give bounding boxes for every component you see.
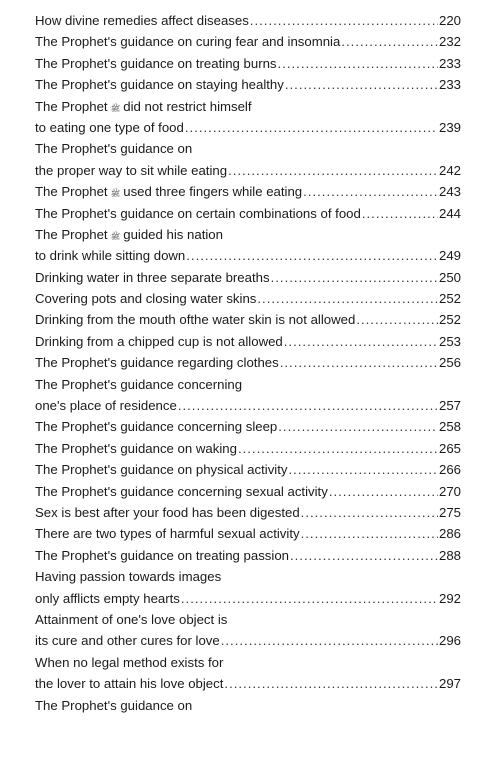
toc-entry [35,459,461,480]
toc-entry-title: When no legal method exists for [35,654,224,670]
toc-entry-title: The Prophet's guidance concerning sexual activity [35,483,328,499]
toc-entry-title: the lover to attain his love object [35,676,224,692]
page-number: 233 [438,77,461,93]
toc-entry-title: only afflicts empty hearts [35,590,180,606]
dot-leader [238,438,438,459]
toc-entry-line [35,481,461,502]
toc-entry [35,224,461,267]
toc-entry-line [35,160,461,181]
dot-leader [224,673,438,694]
page-number: 296 [438,633,461,649]
dot-leader [289,459,438,480]
page-number: 256 [438,355,461,371]
dot-leader [185,117,438,138]
toc-entry-line [35,138,461,159]
toc-entry-line [35,117,461,138]
toc-entry-title: The Prophet [35,98,108,114]
toc-entry-line [35,309,461,330]
toc-entry-line [35,96,461,117]
page-number: 292 [438,590,461,606]
page-number: 258 [438,419,461,435]
toc-entry-title: Attainment of one's love object is [35,611,228,627]
toc-entry-title: The Prophet's guidance on curing fear and insomnia [35,34,341,50]
toc-entry-line [35,630,461,651]
toc-entry-line [35,352,461,373]
toc-entry-title: The Prophet's guidance regarding clothes [35,355,279,371]
toc-entry-title: to drink while sitting down [35,248,186,264]
toc-entry-title: The Prophet's guidance concerning sleep [35,419,278,435]
toc-entry-title: The Prophet's guidance on staying healthy [35,77,284,93]
dot-leader [257,288,438,309]
toc-entry-title: to eating one type of food [35,119,184,135]
page-number: 243 [438,184,461,200]
page-number: 233 [438,55,461,71]
toc-entry-line [35,395,461,416]
dot-leader [356,309,438,330]
toc-entry-title: Covering pots and closing water skins [35,291,257,307]
page-number: 265 [438,440,461,456]
toc-entry [35,181,461,202]
page-number: 266 [438,462,461,478]
toc-entry-line [35,331,461,352]
toc-entry-line [35,523,461,544]
toc-entry-line [35,31,461,52]
toc-entry [35,695,461,716]
dot-leader [186,245,438,266]
toc-entry-title: used three fingers while eating [123,184,303,200]
toc-entry [35,31,461,52]
toc-entry [35,652,461,695]
toc-entry-line [35,438,461,459]
toc-entry-line [35,267,461,288]
toc-entry-title: The Prophet's guidance on treating burns [35,55,277,71]
toc-entry-title: The Prophet's guidance on [35,141,193,157]
dot-leader [362,203,438,224]
toc-entry-line [35,53,461,74]
dot-leader [178,395,438,416]
dot-leader [278,416,438,437]
page-number: 220 [438,13,461,28]
honorific-glyph: ﷺ [110,231,121,241]
page-number: 244 [438,205,461,221]
page-number: 297 [438,676,461,692]
toc-entry [35,288,461,309]
page-number: 252 [438,312,461,328]
page-number: 286 [438,526,461,542]
toc-entry-line [35,566,461,587]
toc-entry [35,545,461,566]
honorific-glyph: ﷺ [110,189,121,199]
toc-entry-title: did not restrict himself [123,98,252,114]
table-of-contents [35,10,461,716]
toc-entry [35,438,461,459]
toc-entry [35,481,461,502]
page-number: 257 [438,398,461,414]
toc-entry [35,203,461,224]
toc-entry-title: one's place of residence [35,398,177,414]
toc-entry-title: The Prophet [35,184,108,200]
toc-entry [35,374,461,417]
toc-entry-line [35,288,461,309]
dot-leader [250,10,438,31]
toc-entry-title: Drinking from the mouth ofthe water skin is not allowed [35,312,356,328]
page-number: 270 [438,483,461,499]
toc-entry-line [35,416,461,437]
toc-entry [35,566,461,609]
toc-entry-title: the proper way to sit while eating [35,162,228,178]
toc-entry [35,74,461,95]
page-number: 242 [438,162,461,178]
page-number: 250 [438,269,461,285]
toc-entry-line [35,609,461,630]
toc-entry-title: Drinking water in three separate breaths [35,269,270,285]
toc-entry-line [35,224,461,245]
toc-entry-line [35,374,461,395]
toc-entry [35,523,461,544]
toc-entry-title: Sex is best after your food has been digested [35,504,300,520]
page-number: 288 [438,547,461,563]
toc-entry-line [35,74,461,95]
page-number: 232 [438,34,461,50]
toc-entry-line [35,181,461,202]
toc-entry-title: its cure and other cures for love [35,633,220,649]
dot-leader [301,523,438,544]
toc-entry [35,10,461,31]
toc-entry-line [35,459,461,480]
toc-entry-title: The Prophet's guidance on waking [35,440,237,456]
toc-entry-line [35,502,461,523]
toc-entry-title: The Prophet's guidance on physical activity [35,462,288,478]
dot-leader [290,545,438,566]
page-number: 249 [438,248,461,264]
toc-entry [35,267,461,288]
toc-entry-line [35,245,461,266]
toc-entry-line [35,673,461,694]
dot-leader [301,502,438,523]
toc-entry [35,352,461,373]
page-number: 252 [438,291,461,307]
toc-entry [35,309,461,330]
toc-entry-line [35,695,461,716]
toc-entry-line [35,652,461,673]
toc-entry-line [35,588,461,609]
toc-entry-title: The Prophet's guidance on [35,697,193,713]
toc-entry-title: The Prophet's guidance concerning [35,376,243,392]
toc-entry [35,416,461,437]
page-number: 239 [438,119,461,135]
dot-leader [278,53,438,74]
dot-leader [221,630,438,651]
toc-entry-title: Drinking from a chipped cup is not allowed [35,333,283,349]
toc-entry [35,138,461,181]
toc-entry-title: There are two types of harmful sexual activity [35,526,300,542]
honorific-glyph: ﷺ [110,103,121,113]
toc-entry-line [35,10,461,31]
dot-leader [280,352,438,373]
toc-entry-title: The Prophet's guidance on treating passion [35,547,289,563]
toc-entry [35,331,461,352]
toc-entry-title: Having passion towards images [35,569,222,585]
dot-leader [284,331,438,352]
page-number: 253 [438,333,461,349]
dot-leader [285,74,438,95]
toc-entry [35,53,461,74]
dot-leader [329,481,438,502]
page-number: 275 [438,504,461,520]
toc-entry [35,96,461,139]
toc-entry-line [35,203,461,224]
toc-entry-title: The Prophet [35,226,108,242]
toc-entry-title: How divine remedies affect diseases [35,13,249,28]
toc-entry-line [35,545,461,566]
toc-entry-title: guided his nation [123,226,223,242]
dot-leader [341,31,438,52]
dot-leader [303,181,438,202]
dot-leader [181,588,438,609]
toc-entry-title: The Prophet's guidance on certain combinations of food [35,205,361,221]
toc-entry [35,609,461,652]
dot-leader [271,267,438,288]
toc-entry [35,502,461,523]
dot-leader [228,160,438,181]
